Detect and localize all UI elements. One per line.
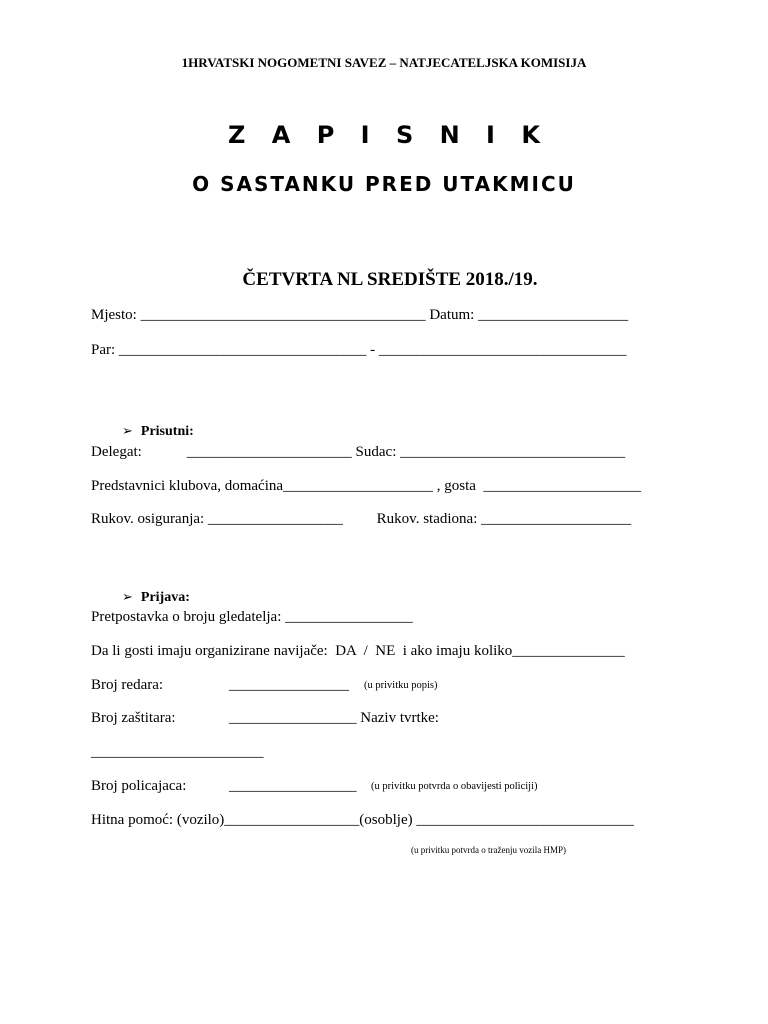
- policajci-blank: _________________: [229, 778, 357, 794]
- policajci-note: (u privitku potvrda o obavijesti policiji): [371, 781, 538, 792]
- redari-note: (u privitku popis): [364, 680, 438, 691]
- predstavnici-line: Predstavnici klubova, domaćina____________________ , gosta _____________________: [91, 478, 641, 494]
- arrow-bullet-icon: ➢: [122, 590, 133, 605]
- prijava-heading: [115, 577, 190, 605]
- zastitari-continuation: _______________________: [91, 744, 264, 760]
- hitna-pomoc-note: (u privitku potvrda o traženju vozila HMP): [411, 845, 566, 855]
- arrow-bullet-icon: ➢: [122, 424, 133, 439]
- document-title: Z A P I S N I K: [228, 121, 549, 149]
- zastitari-blank: _________________ Naziv tvrtke:: [229, 710, 439, 726]
- redari-blank: ________________: [229, 677, 349, 693]
- policajci-label: Broj policajaca:: [91, 778, 187, 794]
- gledatelji-line: Pretpostavka o broju gledatelja: _________________: [91, 609, 413, 625]
- document-header: 1HRVATSKI NOGOMETNI SAVEZ – NATJECATELJSKA KOMISIJA: [181, 55, 587, 70]
- gosti-navijaci-line: Da li gosti imaju organizirane navijače: DA / NE i ako imaju koliko_______________: [91, 643, 625, 659]
- zastitari-label: Broj zaštitara:: [91, 710, 176, 726]
- delegat-sudac-line: Delegat: ______________________ Sudac: ______________________________: [91, 444, 626, 460]
- document-subtitle: O SASTANKU PRED UTAKMICU: [192, 172, 576, 196]
- hitna-pomoc-line: Hitna pomoć: (vozilo)__________________(osoblje) _____________________________: [91, 812, 634, 828]
- redari-label: Broj redara:: [91, 677, 164, 693]
- mjesto-datum-line: Mjesto: ______________________________________ Datum: ____________________: [91, 307, 629, 323]
- prisutni-title: Prisutni:: [140, 424, 194, 439]
- par-line: Par: _________________________________ - _________________________________: [91, 342, 627, 358]
- competition-title: ČETVRTA NL SREDIŠTE 2018./19.: [242, 269, 538, 290]
- prijava-title: Prijava:: [140, 590, 190, 605]
- prisutni-heading: [115, 411, 194, 439]
- rukov-line: Rukov. osiguranja: __________________ Rukov. stadiona: ____________________: [91, 511, 632, 527]
